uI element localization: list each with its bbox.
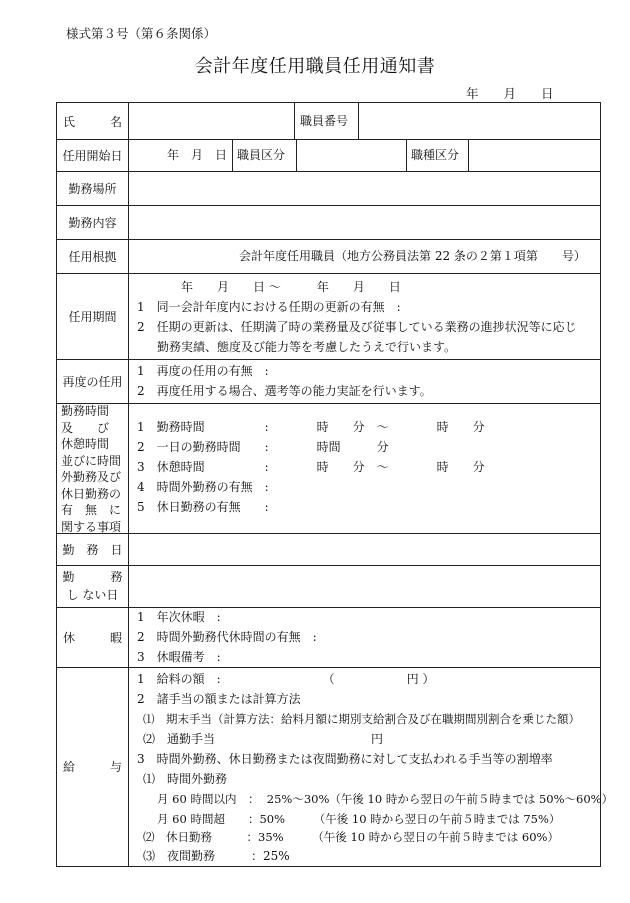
row-divider xyxy=(57,533,600,534)
row-divider xyxy=(57,171,600,172)
row-divider xyxy=(57,403,600,404)
hours-item-2: 2 一日の勤務時間 : 時間 分 xyxy=(137,440,389,454)
work-hours-label-line: 外勤務及び xyxy=(61,470,122,484)
workplace-label: 勤務場所 xyxy=(68,181,117,196)
row-divider xyxy=(57,565,600,566)
salary-label-char: 給 xyxy=(63,760,76,774)
salary-item-3-1b: 月 60 時間超 ：50% （午後 10 時から翌日の午前５時までは 75%） xyxy=(157,812,561,826)
work-hours-label-line: 及 び xyxy=(61,420,110,435)
work-hours-label xyxy=(61,403,125,535)
work-hours-label-line: 関する事項 xyxy=(61,519,122,534)
salary-item-3-3: ⑶ 夜間勤務 ：25% xyxy=(143,849,290,863)
reappointment-item-2: 2 再度任用する場合、選考等の能力実証を行います。 xyxy=(137,384,432,398)
basis-label: 任用根拠 xyxy=(68,249,117,264)
leave-label-char: 休 xyxy=(63,630,76,645)
work-hours-label-line: 休日勤務の xyxy=(61,486,122,501)
staff-category-label: 職員区分 xyxy=(237,148,286,162)
reappointment-item-1: 1 再度の任用の有無 : xyxy=(137,364,269,378)
basis-text: 会計年度任用職員（地方公務員法第 22 条の２第１項第 号） xyxy=(239,249,586,263)
period-item-1: 1 同一会計年度内における任期の更新の有無 : xyxy=(137,300,401,314)
non-work-days-label xyxy=(57,565,128,607)
work-hours-label-line: 並びに時間 xyxy=(61,453,122,468)
row-divider xyxy=(57,273,600,274)
start-date-label: 任用開始日 xyxy=(62,148,123,163)
salary-item-2-1: ⑴ 期末手当（計算方法：給料月額に期別支給割合及び在職期間別割合を乗じた額） xyxy=(143,712,580,726)
row-divider xyxy=(57,667,600,668)
salary-item-3: 3 時間外勤務、休日勤務または夜間勤務に対して支払われる手当等の割増率 xyxy=(137,752,553,766)
row-divider xyxy=(57,239,600,240)
start-date-value: 年 月 日 xyxy=(167,148,228,162)
leave-item-2: 2 時間外勤務代休時間の有無 : xyxy=(137,630,317,644)
salary-item-3-1a: 月 60 時間以内 ： 25%〜30%（午後 10 時から翌日の午前５時までは 50%〜60%） xyxy=(157,792,614,806)
salary-item-2-2: ⑵ 通勤手当 円 xyxy=(143,732,384,746)
work-hours-label-line: 有 無 に xyxy=(61,503,122,517)
reappointment-label: 再度の任用 xyxy=(62,374,123,389)
label-column-divider xyxy=(128,103,129,866)
page-title: 会計年度任用職員任用通知書 xyxy=(194,56,436,77)
salary-label xyxy=(57,667,128,866)
cell-divider xyxy=(232,139,233,171)
leave-item-3: 3 休暇備考 : xyxy=(137,650,221,664)
period-range: 年 月 日 〜 年 月 日 xyxy=(181,280,401,294)
hours-item-5: 5 休日勤務の有無 : xyxy=(137,500,269,514)
cell-divider xyxy=(406,139,407,171)
work-hours-label-line: 勤務時間 xyxy=(61,404,110,418)
period-label: 任用期間 xyxy=(68,309,117,324)
hours-item-3: 3 休憩時間 : 時 分 〜 時 分 xyxy=(137,460,485,474)
hours-item-4: 4 時間外勤務の有無 : xyxy=(137,480,269,494)
form-number: 様式第３号（第６条関係） xyxy=(66,26,217,41)
salary-label-char: 与 xyxy=(109,760,122,774)
cell-divider xyxy=(294,103,295,139)
name-label-char: 氏 xyxy=(63,114,76,129)
leave-label xyxy=(57,607,128,667)
non-work-days-label-line: し ない日 xyxy=(66,588,119,602)
cell-divider xyxy=(468,139,469,171)
hours-item-1: 1 勤務時間 : 時 分 〜 時 分 xyxy=(137,420,485,434)
cell-divider xyxy=(358,103,359,139)
row-divider xyxy=(57,205,600,206)
salary-item-2: 2 諸手当の額または計算方法 xyxy=(137,692,301,706)
name-label xyxy=(57,103,128,139)
work-content-label: 勤務内容 xyxy=(68,215,117,230)
period-item-2: 2 任期の更新は、任期満了時の業務量及び従事している業務の進捗状況等に応じ xyxy=(137,320,577,334)
salary-item-1: 1 給料の額 : （ 円 ） xyxy=(137,672,435,686)
salary-item-3-1: ⑴ 時間外勤務 xyxy=(143,772,228,786)
work-days-label: 勤 務 日 xyxy=(62,542,123,557)
row-divider xyxy=(57,359,600,360)
leave-item-1: 1 年次休暇 : xyxy=(137,610,221,624)
work-hours-label-line: 休憩時間 xyxy=(61,437,110,451)
job-category-label: 職種区分 xyxy=(411,148,460,162)
name-label-char: 名 xyxy=(109,114,122,129)
row-divider xyxy=(57,139,600,140)
notice-form-table xyxy=(56,102,614,867)
leave-label-char: 暇 xyxy=(109,630,122,645)
issue-date: 年 月 日 xyxy=(466,86,554,101)
period-item-2-cont: 勤務実績、態度及び能力等を考慮したうえで行います。 xyxy=(157,340,457,354)
non-work-days-label-line: 勤 務 xyxy=(62,570,123,584)
cell-divider xyxy=(296,139,297,171)
salary-item-3-2: ⑵ 休日勤務 ：35% （午後 10 時から翌日の午前５時までは 60%） xyxy=(143,830,559,844)
staff-number-label: 職員番号 xyxy=(300,114,349,128)
